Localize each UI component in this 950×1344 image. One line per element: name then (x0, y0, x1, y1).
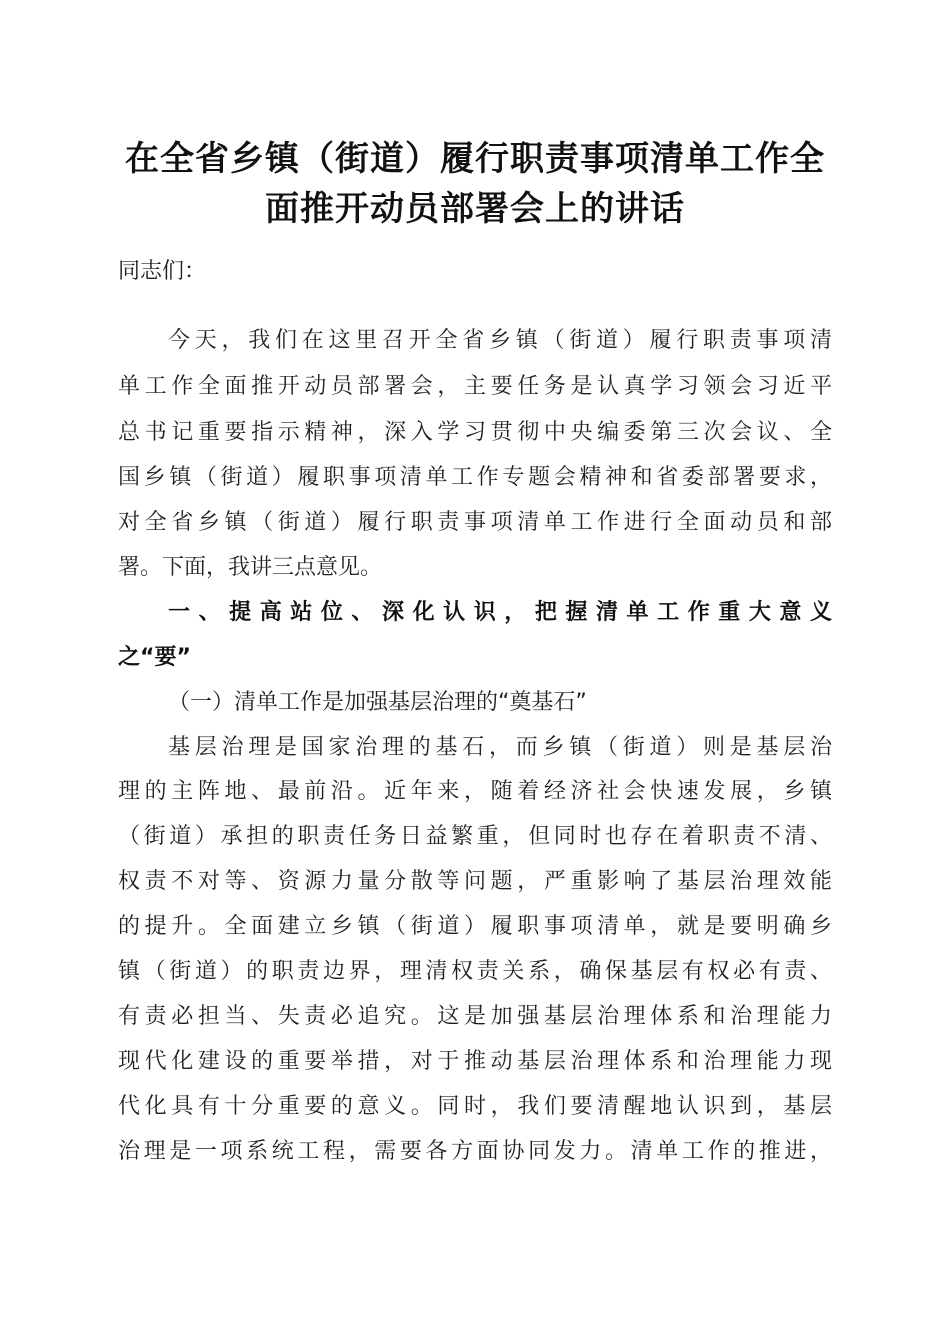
paragraph-line: 今天，我们在这里召开全省乡镇（街道）履行职责事项清 (168, 328, 832, 353)
paragraph-line: 的提升。全面建立乡镇（街道）履职事项清单，就是要明确乡 (118, 914, 832, 939)
document-title-line-2: 面推开动员部署会上的讲话 (265, 189, 685, 229)
paragraph-line: 国乡镇（街道）履职事项清单工作专题会精神和省委部署要求， (118, 465, 832, 490)
paragraph-line: 署。下面，我讲三点意见。 (118, 555, 383, 580)
paragraph-line: 代化具有十分重要的意义。同时，我们要清醒地认识到，基层 (118, 1094, 832, 1119)
paragraph-line: 理的主阵地、最前沿。近年来，随着经济社会快速发展，乡镇 (118, 779, 832, 804)
paragraph-line: 单工作全面推开动员部署会，主要任务是认真学习领会习近平 (118, 374, 832, 399)
paragraph-line: （街道）承担的职责任务日益繁重，但同时也存在着职责不清、 (118, 824, 832, 849)
subsection-heading-1: （一）清单工作是加强基层治理的“奠基石” (168, 690, 587, 715)
salutation: 同志们： (118, 259, 207, 284)
paragraph-line: 镇（街道）的职责边界，理清权责关系，确保基层有权必有责、 (118, 959, 832, 984)
paragraph-line: 有责必担当、失责必追究。这是加强基层治理体系和治理能力 (118, 1004, 832, 1029)
document-title-line-1: 在全省乡镇（街道）履行职责事项清单工作全 (125, 139, 825, 179)
paragraph-line: 权责不对等、资源力量分散等问题，严重影响了基层治理效能 (118, 869, 832, 894)
section-heading-1: 一、提高站位、深化认识，把握清单工作重大意义 (168, 600, 832, 625)
paragraph-line: 总书记重要指示精神，深入学习贯彻中央编委第三次会议、全 (118, 420, 832, 445)
paragraph-line: 现代化建设的重要举措，对于推动基层治理体系和治理能力现 (118, 1049, 832, 1074)
paragraph-line: 对全省乡镇（街道）履行职责事项清单工作进行全面动员和部 (118, 510, 832, 535)
paragraph-line: 治理是一项系统工程，需要各方面协同发力。清单工作的推进， (118, 1139, 832, 1164)
paragraph-line: 基层治理是国家治理的基石，而乡镇（街道）则是基层治 (168, 735, 832, 760)
section-heading-1-continued: 之“要” (118, 645, 191, 670)
